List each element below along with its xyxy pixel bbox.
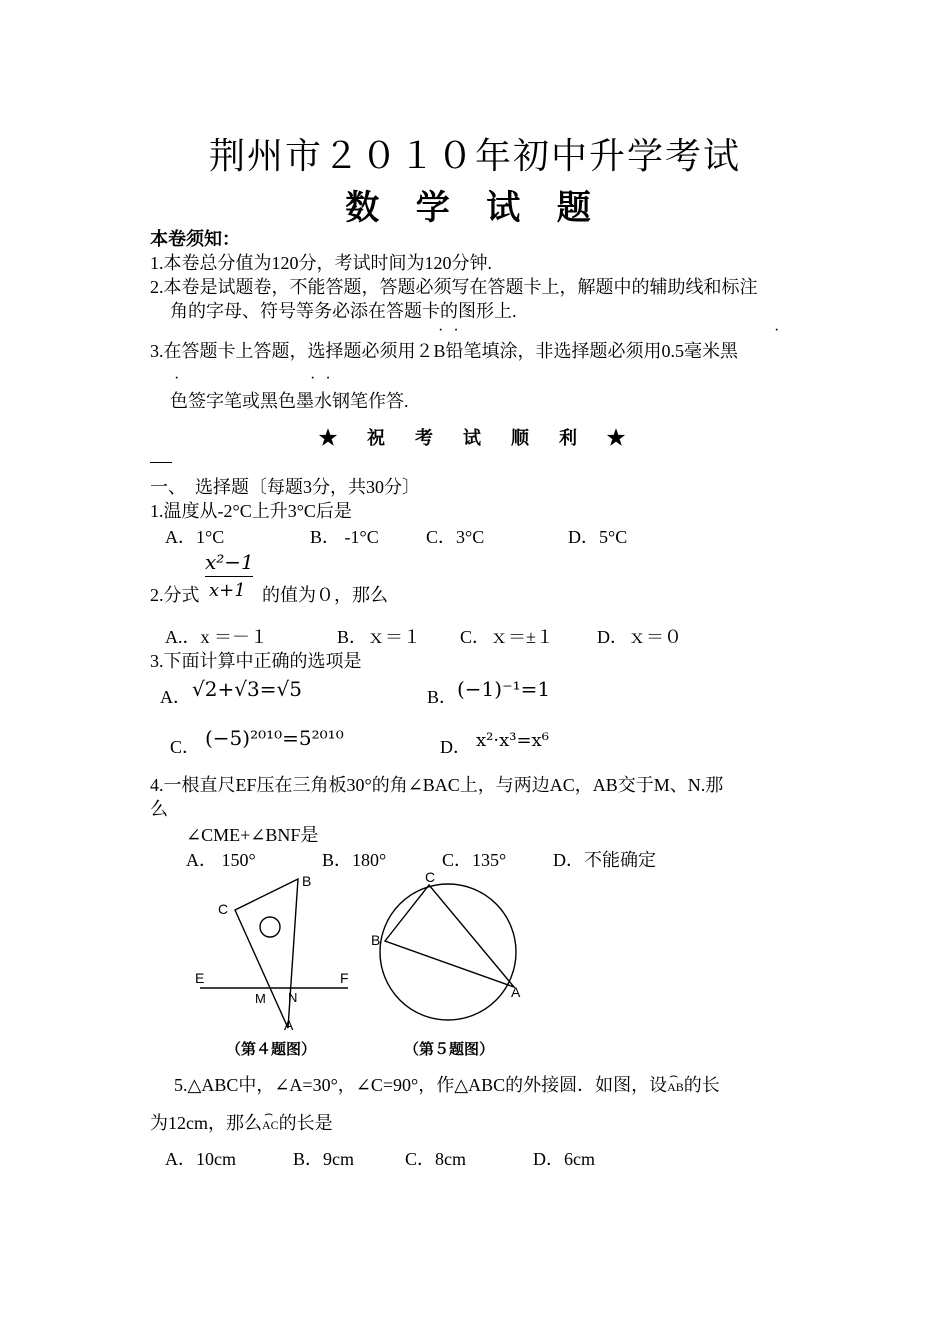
- fig4-label-b: B: [302, 873, 312, 889]
- q5-stem-part1: 5.△ABC中，∠A=30°，∠C=90°，作△ABC的外接圆．如图，设: [174, 1075, 668, 1095]
- emphasis-dots: ··: [310, 370, 341, 387]
- arc-ac-symbol: ⌢ AC: [262, 1114, 279, 1136]
- fig4-caption: （第４题图）: [226, 1041, 317, 1058]
- fraction-denominator: x+1: [209, 580, 246, 601]
- fig5-caption: （第５题图）: [404, 1041, 495, 1058]
- question-5-stem-cont: [150, 1112, 333, 1136]
- fig5-label-c: C: [425, 869, 436, 885]
- q4-option-a: A． 150°: [186, 850, 256, 870]
- notice-item-1: 1.本卷总分值为120分，考试时间为120分钟.: [150, 253, 492, 273]
- q3-option-a-expr: √2+√3=√5: [192, 677, 302, 701]
- emphasis-dots: ··: [438, 322, 469, 339]
- q3-option-b-label: B．: [427, 687, 458, 707]
- circumcircle: [380, 884, 516, 1020]
- notice-item-3: 3.在答题卡上答题，选择题必须用２B铅笔填涂，非选择题必须用0.5毫米黑: [150, 341, 739, 361]
- fig4-label-f: F: [340, 970, 349, 986]
- q5-option-c: C．8cm: [405, 1149, 466, 1169]
- q5-option-a: A．10cm: [165, 1149, 236, 1169]
- fraction-bar: [205, 576, 253, 577]
- exam-title: 荆州市２０１０年初中升学考试: [208, 136, 741, 176]
- q3-option-b-expr: (−1)⁻¹=1: [457, 677, 551, 701]
- fraction-numerator: x²−1: [205, 550, 254, 574]
- exam-subtitle: 数 学 试 题: [345, 190, 605, 227]
- notice-heading: 本卷须知：: [150, 229, 240, 249]
- q5-stem-part4: 的长是: [278, 1113, 333, 1133]
- fig4-label-a: A: [284, 1017, 294, 1033]
- q3-option-c-expr: (−5)²⁰¹⁰=5²⁰¹⁰: [205, 726, 344, 750]
- q5-stem-part3: 为12cm，那么: [150, 1113, 262, 1133]
- fig4-label-e: E: [195, 970, 205, 986]
- fig4-label-m: M: [255, 991, 266, 1006]
- q2-option-b: B．ｘ＝１: [337, 627, 422, 647]
- question-4-stem-cont: 么: [150, 799, 168, 819]
- q5-option-d: D．6cm: [533, 1149, 595, 1169]
- q4-option-b: B．180°: [322, 850, 387, 870]
- q1-option-a: A．1°C: [165, 527, 225, 547]
- q2-option-d: D．ｘ＝０: [597, 627, 682, 647]
- q3-option-d-label: D．: [440, 737, 471, 757]
- section-heading: 一、 选择题〔每题3分，共30分〕: [150, 477, 420, 497]
- notice-item-2: 2.本卷是试题卷，不能答题，答题必须写在答题卡上，解题中的辅助线和标注: [150, 277, 758, 297]
- question-1-stem: 1.温度从-2°C上升3°C后是: [150, 501, 352, 521]
- notice-item-2-cont: 角的字母、符号等务必添在答题卡的图形上.: [170, 301, 517, 321]
- question-4-stem: 4.一根直尺EF压在三角板30°的角∠BAC上，与两边AC，AB交于M、N.那: [150, 775, 724, 795]
- figures-panel: [180, 866, 560, 1066]
- q4-option-c: C．135°: [442, 850, 507, 870]
- q1-option-d: D．5°C: [568, 527, 628, 547]
- section-rule: [150, 462, 172, 463]
- q3-option-a-label: A．: [160, 687, 191, 707]
- q2-option-a: A.．x ＝－１: [165, 627, 268, 647]
- question-2-stem-cont: 的值为０，那么: [262, 585, 388, 605]
- q3-option-c-label: C．: [170, 737, 201, 757]
- question-4-stem-angle: ∠CME+∠BNF是: [186, 825, 319, 845]
- triangle-hole: [260, 917, 280, 937]
- question-5-stem: [174, 1074, 720, 1098]
- question-2-stem: 2.分式: [150, 585, 200, 605]
- emphasis-dots: ·: [774, 322, 790, 339]
- notice-item-3-cont: 色签字笔或黑色墨水钢笔作答.: [170, 391, 409, 411]
- fig4-label-n: N: [288, 990, 298, 1005]
- fig5-label-a: A: [511, 984, 521, 1000]
- question-3-stem: 3.下面计算中正确的选项是: [150, 651, 362, 671]
- triangle-abc: [235, 879, 298, 1028]
- fig5-label-b: B: [371, 932, 381, 948]
- q2-option-c: C．ｘ＝±１: [460, 627, 554, 647]
- q4-option-d: D．不能确定: [553, 850, 656, 870]
- good-luck-banner: ★ 祝 考 试 顺 利 ★: [319, 428, 631, 448]
- figure-5-circle: [380, 884, 516, 1020]
- emphasis-dots: ·: [174, 370, 190, 387]
- q5-option-b: B．9cm: [293, 1149, 354, 1169]
- fig4-label-c: C: [218, 901, 229, 917]
- q5-stem-part2: 的长: [683, 1075, 720, 1095]
- q3-option-d-expr: x²·x³=x⁶: [476, 730, 549, 751]
- q1-option-c: C．3°C: [426, 527, 485, 547]
- arc-ab-symbol: ⌢ AB: [667, 1076, 684, 1098]
- q1-option-b: B． -1°C: [310, 527, 379, 547]
